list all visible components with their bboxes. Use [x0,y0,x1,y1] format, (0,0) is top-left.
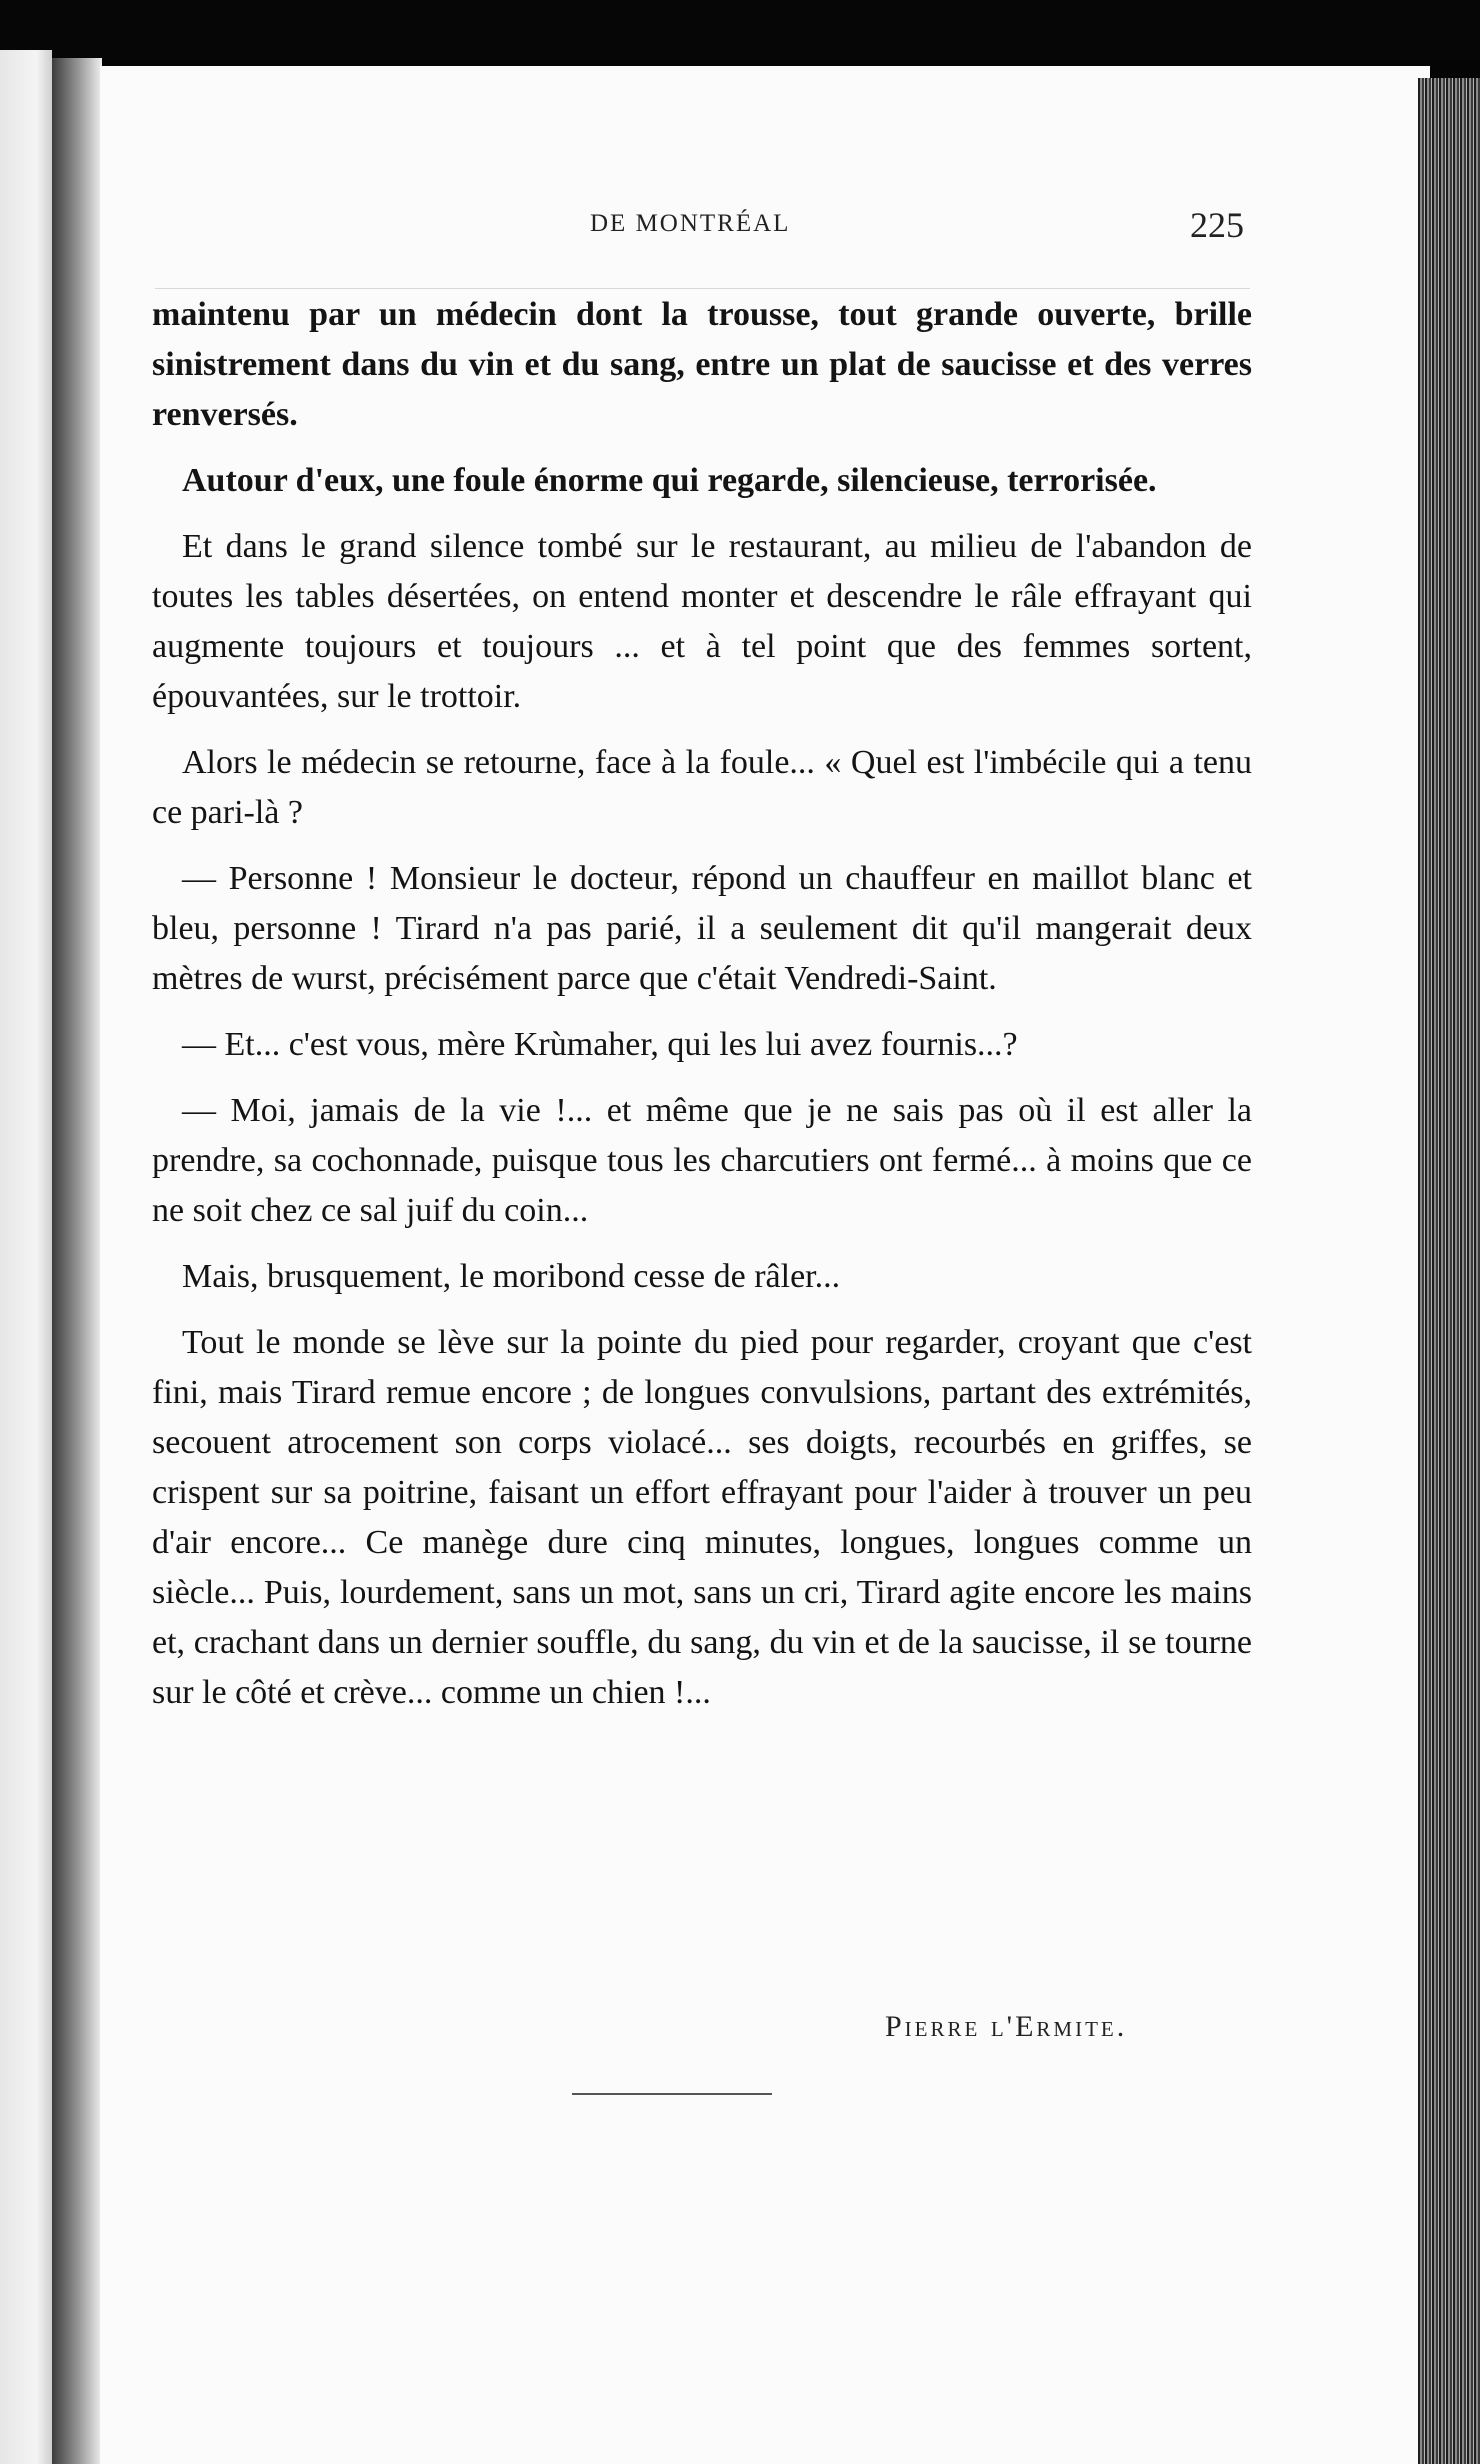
paragraph: Tout le monde se lève sur la pointe du pied pour regarder, croyant que c'est fini, mais Tirard remue encore ; de longues convulsions, partant des extrémités, secouent atrocement son corps violacé... ses doigts, recourbés en griffes, se crispent sur sa poitrine, faisant un effort effrayant pour l'aider à trouver un peu d'air encore... Ce manège dure cinq minutes, longues, longues comme un siècle... Puis, lourdement, sans un mot, sans un cri, Tirard agite encore les mains et, crachant dans un dernier souffle, du sang, du vin et de la saucisse, il se tourne sur le côté et crève... comme un chien !... [152,1324,1252,1711]
previous-page-edge [0,50,52,2464]
header-rule [155,288,1250,289]
author-signature: Pierre l'Ermite. [885,2010,1128,2043]
paragraph: — Personne ! Monsieur le docteur, répond un chauffeur en maillot blanc et bleu, personne ! Tirard n'a pas parié, il a seulement dit qu'il mangerait deux mètres de wurst, précisément parce que c'était Vendredi-Saint. [152,860,1252,997]
body-text [152,290,1252,1734]
book-page-edges [1418,78,1480,2464]
paragraph: Alors le médecin se retourne, face à la foule... « Quel est l'imbécile qui a tenu ce pari-là ? [152,744,1252,831]
paragraph: — Moi, jamais de la vie !... et même que je ne sais pas où il est aller la prendre, sa cochonnade, puisque tous les charcutiers ont fermé... à moins que ce ne soit chez ce sal juif du coin... [152,1092,1252,1229]
scan-top-border [0,0,1480,58]
paragraph: — Et... c'est vous, mère Krùmaher, qui les lui avez fournis...? [182,1026,1018,1063]
paragraph: maintenu par un médecin dont la trousse, tout grande ouverte, brille sinistrement dans du vin et du sang, entre un plat de saucisse et des verres renversés. [152,296,1252,433]
page-number: 225 [1190,205,1244,245]
paragraph: Et dans le grand silence tombé sur le restaurant, au milieu de l'abandon de toutes les tables désertées, on entend monter et descendre le râle effrayant qui augmente toujours et toujours ... et à tel point que des femmes sortent, épouvantées, sur le trottoir. [152,528,1252,715]
end-rule [572,2093,772,2095]
book-gutter-shadow [52,58,102,2464]
paragraph: Mais, brusquement, le moribond cesse de râler... [182,1258,841,1295]
paragraph: Autour d'eux, une foule énorme qui regarde, silencieuse, terrorisée. [182,462,1157,499]
running-head: DE MONTRÉAL [590,210,791,237]
